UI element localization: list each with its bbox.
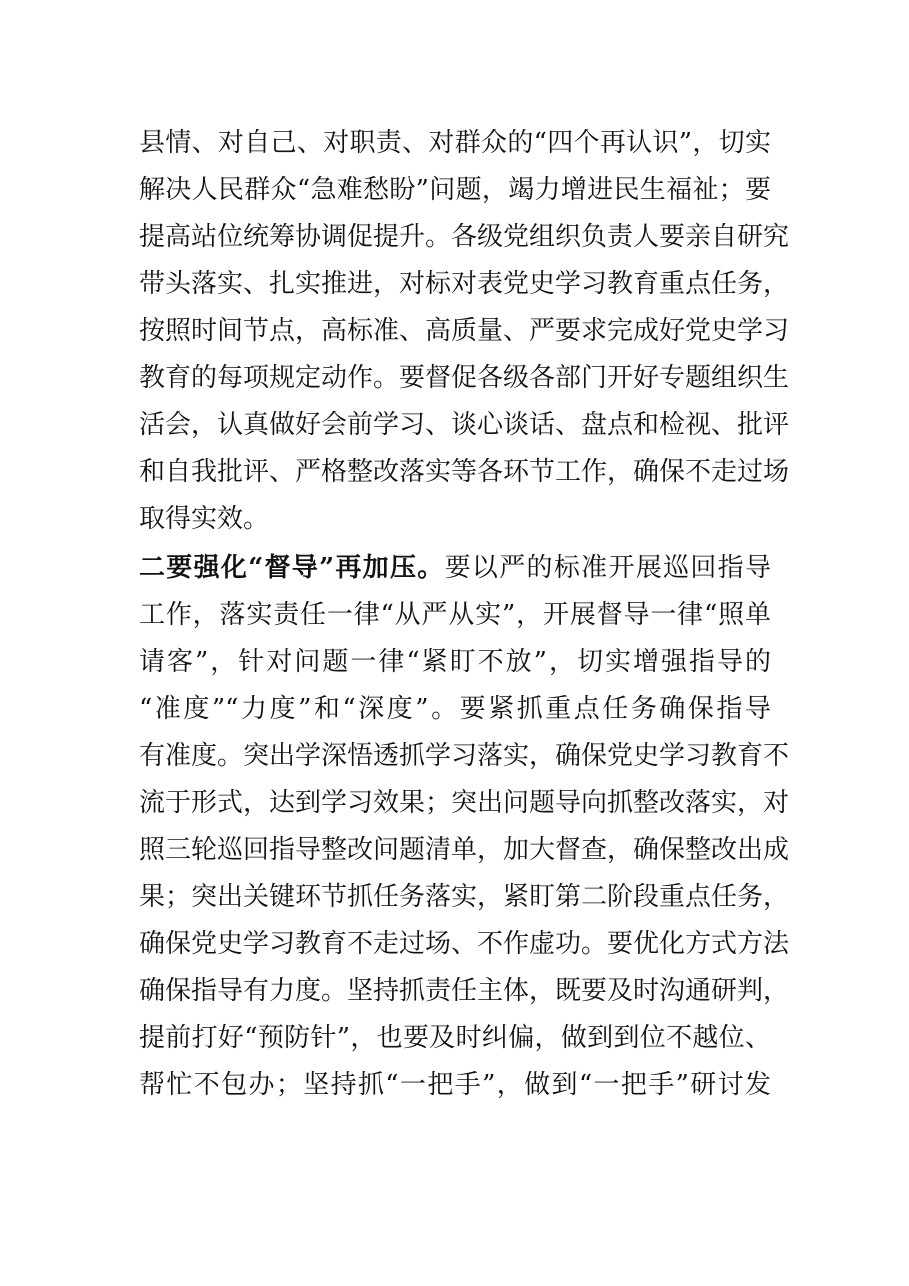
document-body: [139, 120, 790, 1109]
text-line: 提前打好“预防针”，也要及时纠偏，做到到位不越位、: [139, 1023, 771, 1053]
paragraph-1: [139, 120, 790, 543]
paragraph-2: [139, 545, 790, 1109]
text-line: 活会，认真做好会前学习、谈心谈话、盘点和检视、批评: [139, 410, 790, 440]
text-line: 取得实效。: [139, 504, 270, 534]
text-line: 带头落实、扎实推进，对标对表党史学习教育重点任务，: [139, 269, 790, 299]
text-line-with-heading: [139, 545, 771, 592]
text-line: 果；突出关键环节抓任务落实，紧盯第二阶段重点任务，: [139, 882, 790, 912]
text-line: 提高站位统筹协调促提升。各级党组织负责人要亲自研究: [139, 222, 790, 252]
text-line: 和自我批评、严格整改落实等各环节工作，确保不走过场: [139, 457, 790, 487]
text-line: 按照时间节点，高标准、高质量、严要求完成好党史学习: [139, 316, 790, 346]
text-line: 县情、对自己、对职责、对群众的“四个再认识”，切实: [139, 128, 771, 158]
text-line: 解决人民群众“急难愁盼”问题，竭力增进民生福祉；要: [139, 175, 771, 205]
text-line: 工作，落实责任一律“从严从实”，开展督导一律“照单: [139, 600, 771, 630]
text-line: 确保指导有力度。坚持抓责任主体，既要及时沟通研判，: [139, 976, 790, 1006]
text-line: 请客”，针对问题一律“紧盯不放”，切实增强指导的: [139, 647, 771, 677]
text-line: 教育的每项规定动作。要督促各级各部门开好专题组织生: [139, 363, 790, 393]
text-line: “准度”“力度”和“深度”。要紧抓重点任务确保指导: [139, 694, 771, 724]
text-line: 照三轮巡回指导整改问题清单，加大督查，确保整改出成: [139, 835, 790, 865]
text-run: 要以严的标准开展巡回指导: [444, 553, 771, 583]
text-line: 流于形式，达到学习效果；突出问题导向抓整改落实，对: [139, 788, 790, 818]
text-line: 帮忙不包办；坚持抓“一把手”，做到“一把手”研讨发: [139, 1070, 771, 1100]
text-line: 确保党史学习教育不走过场、不作虚功。要优化方式方法: [139, 929, 790, 959]
section-heading: 二要强化“督导”再加压。: [139, 553, 445, 583]
text-line: 有准度。突出学深悟透抓学习落实，确保党史学习教育不: [139, 741, 790, 771]
